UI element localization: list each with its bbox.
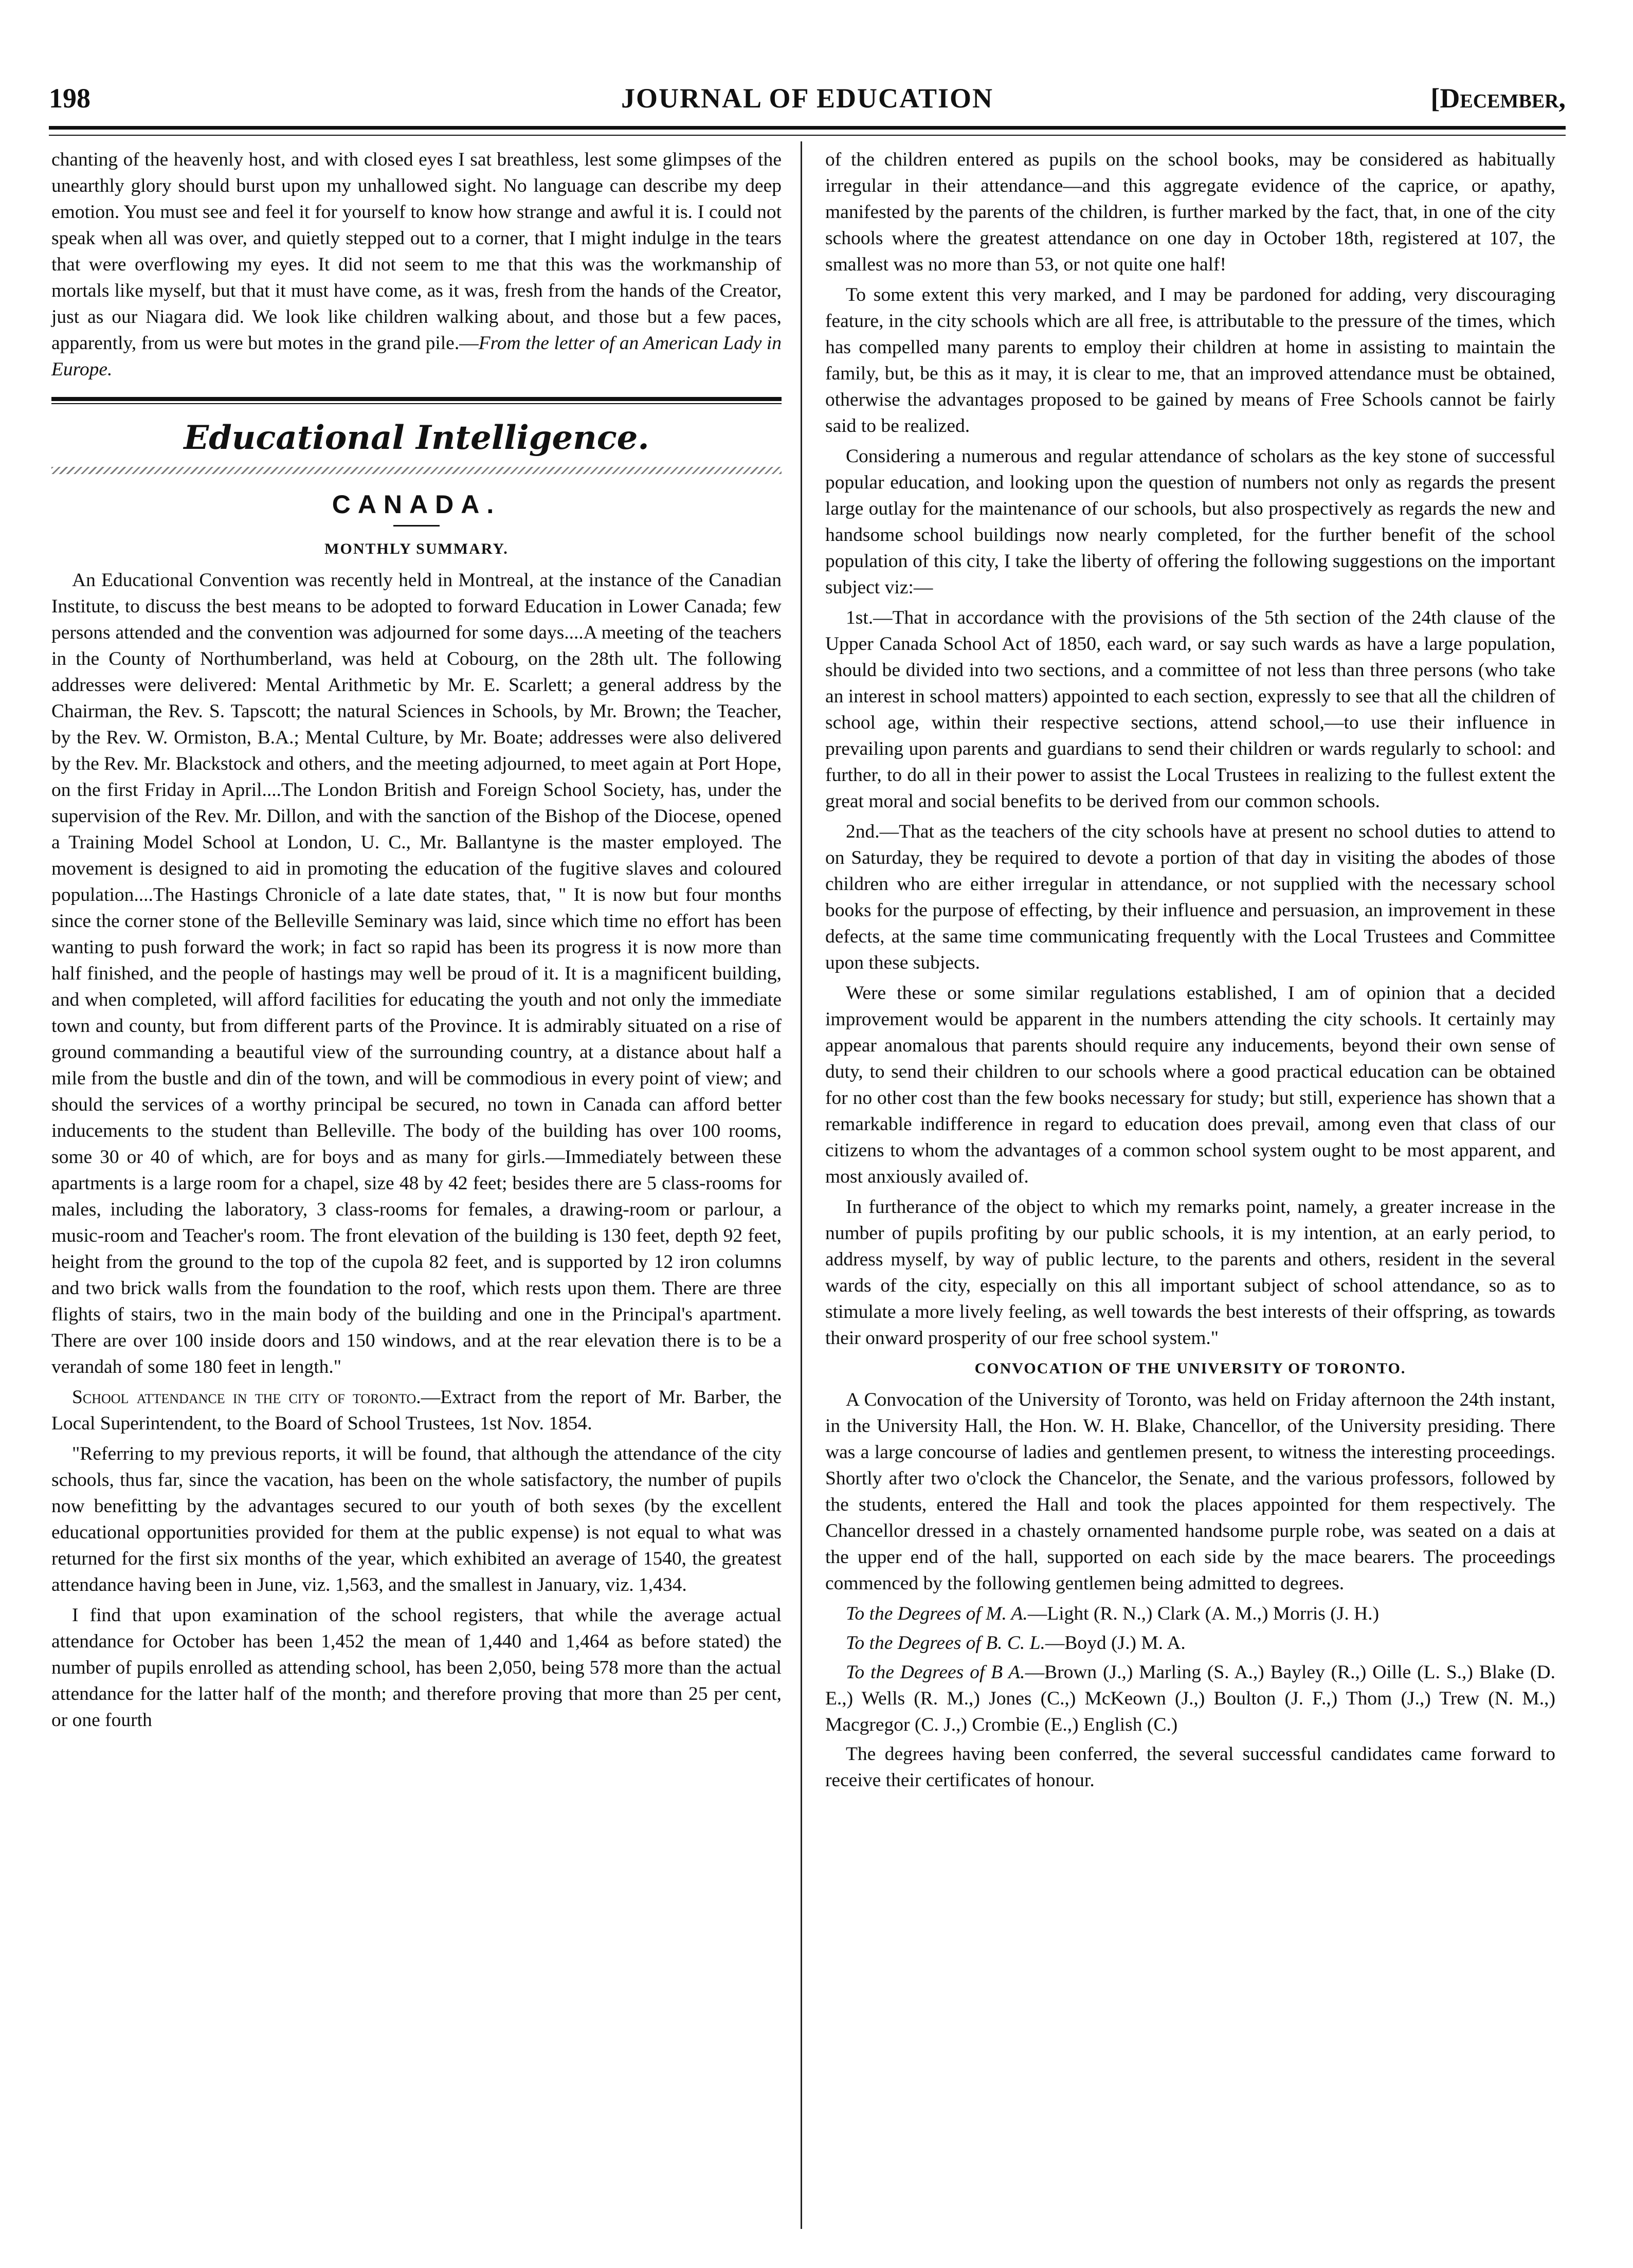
page-number: 198 <box>49 83 90 114</box>
right-paragraph-6: Were these or some similar regulations established, I am of opinion that a decided improvement would be apparent in the numbers attending the city schools. It certainly may appear anomalous that parents should require any inducements, beyond their own sense of duty, to send their children to our schools where a good practical education can be obtained for no other cost than the few books necessary for study; but still, experience has shown that a remarkable indifference in regard to education does prevail, among even that class of our citizens to whom the advantages of a common school system ought to be most apparent, and most anxiously availed of. <box>825 983 1555 1187</box>
degree-bcl <box>825 1630 1555 1656</box>
degree-ma <box>825 1601 1555 1627</box>
degree-ba-names: —Brown (J.,) Marling (S. A.,) Bayley (R.,) Oille (L. S.,) Blake (D. E.,) Wells (R. M.,) Jones (C.,) McKeown (J.,) Boulton (J. F.,) Thom (J.,) Trew (N. M.,) Macgregor (C. J.,) Crombie (E.,) English (C.) <box>825 1662 1555 1735</box>
suggestion-2: 2nd.—That as the teachers of the city schools have at present no school duties to attend to on Saturday, they be required to devote a portion of that day in visiting the abodes of those children who are either irregular in attendance, or not supplied with the necessary school books for the purpose of effecting, by their influence and persuasion, an improvement in these defects, at the same time communicating frequently with the Local Trustees and Committee upon these subjects. <box>825 821 1555 973</box>
closing-paragraph: The degrees having been conferred, the several successful candidates came forward to receive their certificates of honour. <box>825 1744 1555 1791</box>
running-header <box>49 77 1566 123</box>
section-title: Educational Intelligence. <box>184 419 649 457</box>
summary-paragraph: An Educational Convention was recently held in Montreal, at the instance of the Canadian Institute, to discuss the best means to be adopted to forward Education in Lower Canada; few persons attended and the convention was adjourned for some days....A meeting of the teachers in the County of Northumberland, was held at Cobourg, on the 28th ult. The following addresses were delivered: Mental Arithmetic by Mr. E. Scarlett; a general address by the Chairman, the Rev. S. Tapscott; the natural Sciences in Schools, by Mr. Brown; the Teacher, by the Rev. W. Ormiston, B.A.; Mental Culture, by Mr. Boate; addresses were also delivered by the Rev. Mr. Blackstock and others, and the meeting adjourned, to meet again at Port Hope, on the first Friday in April....The London British and Foreign School Society, has, under the supervision of the Rev. Mr. Dillon, and with the sanction of the Bishop of the Diocese, opened a Training Model School at London, U. C., Mr. Ballantyne is the master employed. The movement is designed to aid in promoting the education of the fugitive slaves and coloured population....The Hastings Chronicle of a late date states, that, " It is now but four months since the corner stone of the Belleville Seminary was laid, since which time no effort has been wanting to push forward the work; in fact so rapid has been its progress it is now more than half finished, and the people of hastings may well be proud of it. It is a magnificent building, and when completed, will afford facilities for educating the youth and not only the immediate town and county, but from different parts of the Province. It is admirably situated on a rise of ground commanding a beautiful view of the surrounding country, at a distance about half a mile from the bustle and din of the town, and will be commodious in every point of view; and should the services of a worthy principal be secured, no town in Canada can afford better inducements to the student than Belleville. The body of the building has over 100 rooms, some 30 or 40 of which, are for boys and as many for girls.—Immediately between these apartments is a large room for a chapel, size 48 by 42 feet; besides there are 5 class-rooms for males, including the laboratory, 3 class-rooms for females, a drawing-room or parlour, a music-room and Teacher's room. The front elevation of the building is 130 feet, depth 92 feet, height from the ground to the top of the cupola 82 feet, and is supported by 12 iron columns and two brick walls from the foundation to the roof, which rests upon them. There are three flights of stairs, two in the main body of the building and one in the Principal's apartment. There are over 100 inside doors and 150 windows, and at the rear elevation there is to be a verandah of some 180 feet in length." <box>51 570 782 1377</box>
attendance-paragraph-3: I find that upon examination of the school registers, that while the average actual attendance for October has been 1,452 the mean of 1,440 and 1,464 as before stated) the number of pupils enrolled as attending school, has been 2,050, being 578 more than the actual attendance for the latter half of the month; and therefore proving that more than 25 per cent, or one fourth <box>51 1605 782 1731</box>
left-column <box>51 147 782 1737</box>
right-paragraph-1: of the children entered as pupils on the school books, may be considered as habitually irregular in their attendance—and this aggregate evidence of the caprice, or apathy, manifested by the parents of the children, is further marked by the fact, that, in one of the city schools where the greatest attendance on one day in October 18th, registered at 107, the smallest was no more than 53, or not quite one half! <box>825 149 1555 275</box>
degrees-list <box>825 1601 1555 1738</box>
column-divider <box>801 141 802 2229</box>
intro-paragraph <box>51 147 782 383</box>
right-paragraph-3: Considering a numerous and regular attendance of scholars as the key stone of successful popular education, and looking upon the question of numbers not only as regards the present large outlay for the maintenance of our schools, but also prospectively as regards the new and handsome school buildings now nearly completed, for the further benefit of the school population of this city, I take the liberty of offering the following suggestions on the important subject viz:— <box>825 446 1555 598</box>
intro-source: From the letter of an American Lady in Europe. <box>51 333 782 380</box>
convocation-paragraph: A Convocation of the University of Toronto, was held on Friday afternoon the 24th instant, in the University Hall, the Hon. W. H. Blake, Chancellor, of the University presiding. There was a large concourse of ladies and gentlemen present, to witness the interesting proceedings. Shortly after two o'clock the Chancelor, the Senate, and the various professors, followed by the students, entered the Hall and took the places appointed for them respectively. The Chancellor dressed in a chastely ornamented handsome purple robe, was seated on a dais at the upper end of the hall, supported on each side by the mace bearers. The proceedings commenced by the following gentlemen being admitted to degrees. <box>825 1389 1555 1594</box>
degree-bcl-label: To the Degrees of B. C. L. <box>846 1632 1045 1654</box>
degree-ba-label: To the Degrees of B A. <box>846 1662 1025 1683</box>
section-rule <box>51 397 782 404</box>
summary-heading: MONTHLY SUMMARY. <box>324 540 509 557</box>
attendance-paragraph-2: "Referring to my previous reports, it will be found, that although the attendance of the city schools, thus far, since the vacation, has been on the whole satisfactory, the number of pupils now benefitting by the advantages secured to our youth of both sexes (by the excellent educational opportunities provided for them at the public expense) is not equal to what was returned for the first six months of the year, which exhibited an average of 1540, the greatest attendance having been in June, viz. 1,563, and the smallest in January, viz. 1,434. <box>51 1443 782 1595</box>
header-rule-thin <box>49 135 1566 136</box>
journal-title: JOURNAL OF EDUCATION <box>621 83 994 114</box>
attendance-paragraph <box>51 1384 782 1437</box>
degree-ma-label: To the Degrees of M. A. <box>846 1603 1028 1624</box>
country-heading: CANADA. <box>332 490 501 519</box>
right-column <box>825 147 1555 1798</box>
degree-ma-names: —Light (R. N.,) Clark (A. M.,) Morris (J. H.) <box>1027 1603 1380 1624</box>
degree-bcl-names: —Boyd (J.) M. A. <box>1045 1632 1186 1654</box>
attendance-heading: School attendance in the city of toronto. <box>72 1387 421 1408</box>
header-month: [December, <box>1430 83 1566 114</box>
short-rule <box>393 525 440 527</box>
attendance-intro: —Extract from the report of Mr. Barber, the Local Superintendent, to the Board of School Trustees, 1st Nov. 1854. <box>51 1387 782 1434</box>
wavy-rule <box>51 467 782 474</box>
right-paragraph-7: In furtherance of the object to which my remarks point, namely, a greater increase in the number of pupils profiting by our public schools, it is my intention, at an early period, to address myself, by way of public lecture, to the parents and others, resident in the several wards of the city, especially on this all important subject of school attendance, so as to stimulate a more lively feeling, as well towards the best interests of their offspring, as towards their onward prosperity of our free school system." <box>825 1196 1555 1349</box>
right-paragraph-2: To some extent this very marked, and I may be pardoned for adding, very discouraging feature, in the city schools which are all free, is attributable to the pressure of the times, which has compelled many parents to employ their children at home in assisting to maintain the family, but, be this as it may, it is clear to me, that an improved attendance must be obtained, otherwise the advantages proposed to be gained by means of Free Schools cannot be fairly said to be realized. <box>825 284 1555 437</box>
intro-text: chanting of the heavenly host, and with closed eyes I sat breathless, lest some glimpses of the unearthly glory should burst upon my unhallowed sight. No language can describe my deep emotion. You must see and feel it for yourself to know how strange and awful it is. I could not speak when all was over, and quietly stepped out to a corner, that I might indulge in the tears that were overflowing my eyes. It did not seem to me that this was the workmanship of mortals like myself, but that it must have come, as it was, fresh from the hands of the Creator, just as our Niagara did. We look like children walking about, and those but a few paces, apparently, from us were but motes in the grand pile.— <box>51 149 782 354</box>
suggestion-1: 1st.—That in accordance with the provisions of the 5th section of the 24th clause of the Upper Canada School Act of 1850, each ward, or say such wards as have a large population, should be divided into two sections, and a committee of not less than three persons (who take an interest in school matters) appointed to each section, expressly to see that all the children of school age, within their respective sections, attend school,—to use their influence in prevailing upon parents and guardians to send their children or wards regularly to school: and further, to do all in their power to assist the Local Trustees in realizing to the fullest extent the great moral and social benefits to be derived from our common schools. <box>825 607 1555 812</box>
header-rule-thick <box>49 126 1566 130</box>
degree-ba <box>825 1659 1555 1738</box>
convocation-heading: CONVOCATION OF THE UNIVERSITY OF TORONTO. <box>974 1360 1406 1377</box>
